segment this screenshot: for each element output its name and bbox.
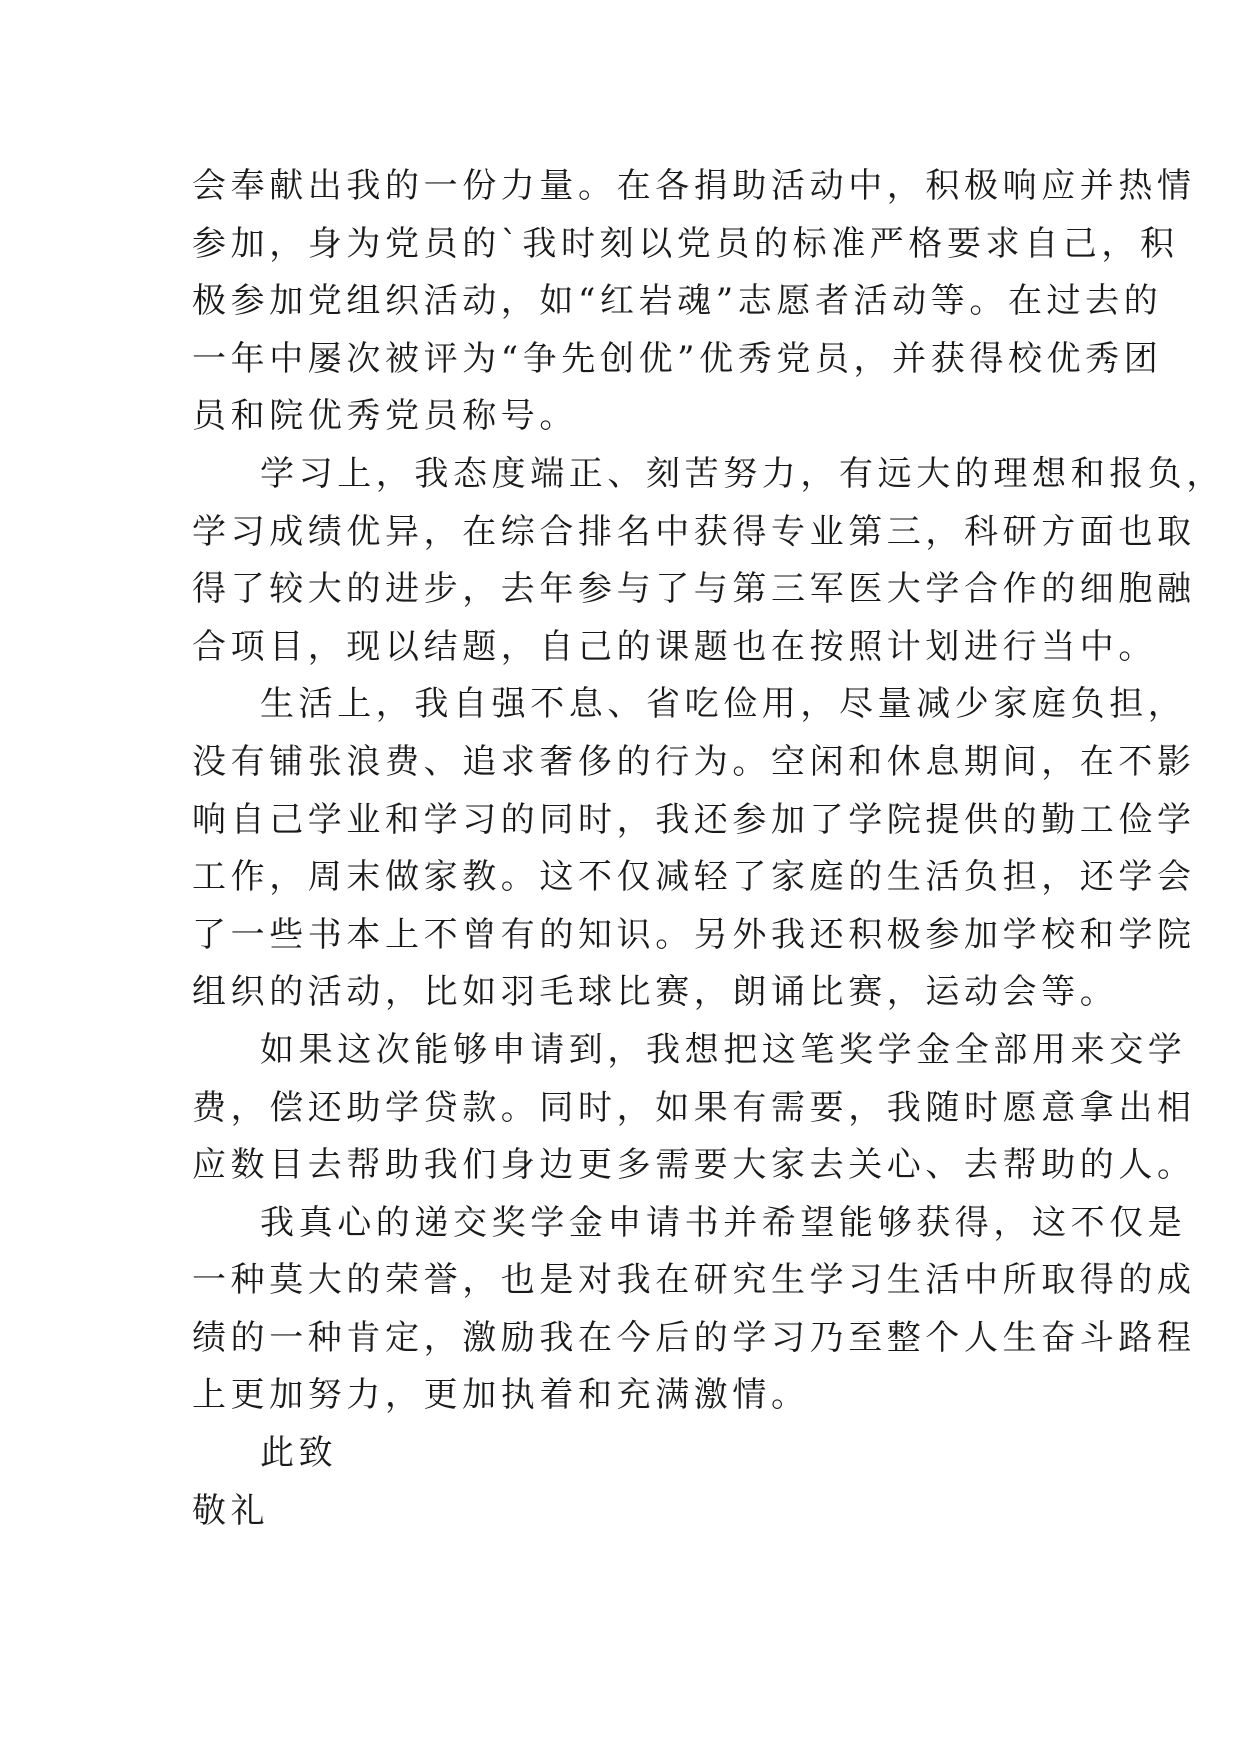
paragraph-plan-start: 如果这次能够申请到，我想把这笔奖学金全部用来交学 xyxy=(260,1029,1187,1070)
text-line: 没有铺张浪费、追求奢侈的行为。空闲和休息期间，在不影 xyxy=(192,741,1196,782)
text-line: 上更加努力，更加执着和充满激情。 xyxy=(192,1375,810,1416)
paragraph-closing-start: 我真心的递交奖学金申请书并希望能够获得，这不仅是 xyxy=(260,1202,1187,1243)
text-line: 极参加党组织活动，如“红岩魂”志愿者活动等。在过去的 xyxy=(192,281,1163,322)
text-line: 响自己学业和学习的同时，我还参加了学院提供的勤工俭学 xyxy=(192,799,1196,840)
text-line: 应数目去帮助我们身边更多需要大家去关心、去帮助的人。 xyxy=(192,1145,1196,1186)
text-line: 费，偿还助学贷款。同时，如果有需要，我随时愿意拿出相 xyxy=(192,1087,1196,1128)
text-line: 一年中屡次被评为“争先创优”优秀党员，并获得校优秀团 xyxy=(192,338,1163,379)
letter-body xyxy=(192,158,1225,1540)
text-line: 绩的一种肯定，激励我在今后的学习乃至整个人生奋斗路程 xyxy=(192,1317,1196,1358)
salutation-jingli: 敬礼 xyxy=(192,1490,270,1531)
text-line: 会奉献出我的一份力量。在各捐助活动中，积极响应并热情 xyxy=(192,166,1196,206)
paragraph-study-start: 学习上，我态度端正、刻苦努力，有远大的理想和报负， xyxy=(260,453,1225,494)
text-line: 学习成绩优异，在综合排名中获得专业第三，科研方面也取 xyxy=(192,511,1196,552)
text-line: 得了较大的进步，去年参与了与第三军医大学合作的细胞融 xyxy=(192,569,1196,610)
text-line: 工作，周末做家教。这不仅减轻了家庭的生活负担，还学会 xyxy=(192,857,1196,898)
text-line: 组织的活动，比如羽毛球比赛，朗诵比赛，运动会等。 xyxy=(192,972,1119,1013)
text-line: 了一些书本上不曾有的知识。另外我还积极参加学校和学院 xyxy=(192,914,1196,955)
text-line: 一种莫大的荣誉，也是对我在研究生学习生活中所取得的成 xyxy=(192,1260,1196,1301)
text-line: 合项目，现以结题，自己的课题也在按照计划进行当中。 xyxy=(192,626,1157,667)
salutation-cizhi: 此致 xyxy=(260,1433,338,1474)
paragraph-life-start: 生活上，我自强不息、省吃俭用，尽量减少家庭负担， xyxy=(260,684,1187,725)
text-line: 员和院优秀党员称号。 xyxy=(192,396,578,437)
text-line: 参加，身为党员的`我时刻以党员的标准严格要求自己，积 xyxy=(192,223,1179,264)
